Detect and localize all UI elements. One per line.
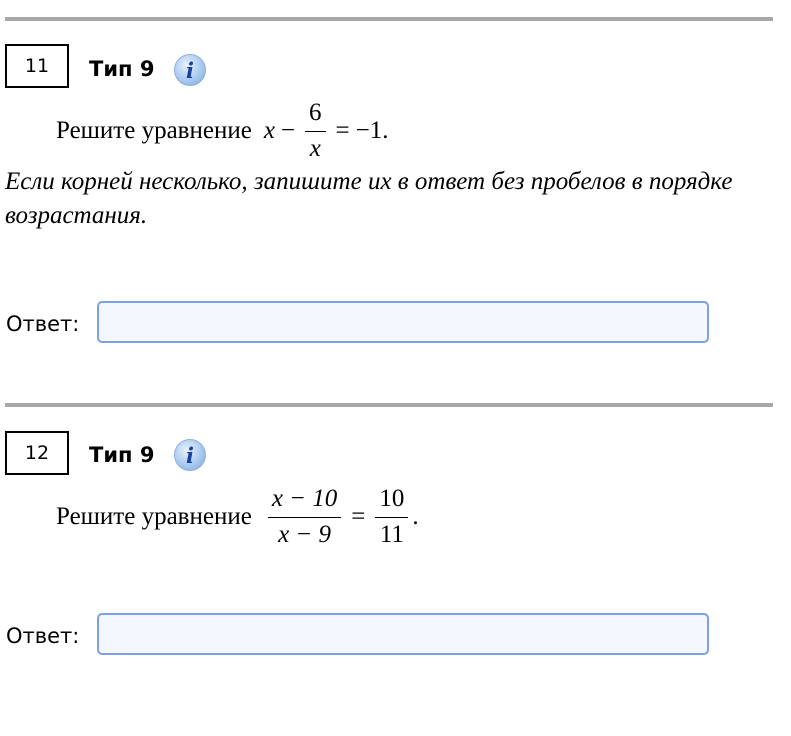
equation [264, 485, 419, 550]
equation-var: x [263, 117, 275, 144]
separator-top [5, 17, 773, 21]
equation-right-fraction [375, 485, 408, 550]
fraction-denominator: x − 9 [278, 520, 332, 548]
equation-period: . [382, 117, 389, 144]
equation-left-fraction [268, 485, 341, 550]
equation-equals: = [351, 503, 366, 530]
task-number-box [5, 431, 69, 475]
task-type-label: Тип 9 [89, 443, 155, 467]
equation-period: . [412, 503, 419, 530]
problem-prompt: Решите уравнение [56, 117, 252, 144]
fraction-numerator: x − 10 [271, 484, 338, 512]
answer-input[interactable] [97, 613, 709, 655]
answer-label: Ответ: [6, 624, 80, 648]
fraction-bar [268, 517, 341, 518]
fraction-denominator: 11 [379, 520, 404, 548]
fraction-bar [305, 131, 326, 132]
separator-middle [5, 403, 773, 407]
equation-rhs: −1 [355, 117, 383, 144]
fraction-numerator: 10 [379, 484, 405, 512]
problem-statement [56, 96, 389, 166]
equation-minus: − [280, 117, 296, 144]
equation-fraction [305, 99, 326, 164]
fraction-bar [375, 517, 408, 518]
answer-label: Ответ: [6, 312, 80, 336]
fraction-denominator: x [309, 134, 321, 162]
task-number: 12 [24, 442, 50, 464]
task-number-box [5, 44, 69, 88]
problem-statement [56, 482, 419, 552]
task-type-label: Тип 9 [89, 57, 155, 81]
info-icon[interactable]: i [174, 54, 206, 86]
info-icon[interactable]: i [174, 439, 206, 471]
fraction-numerator: 6 [309, 98, 322, 126]
task-note: Если корней несколько, запишите их в ответ без пробелов в порядке возрастания. [5, 168, 733, 229]
answer-input[interactable] [97, 301, 709, 343]
problem-prompt: Решите уравнение [56, 503, 252, 530]
equation-equals: = [335, 117, 350, 144]
task-number: 11 [24, 55, 50, 77]
equation [264, 99, 389, 164]
